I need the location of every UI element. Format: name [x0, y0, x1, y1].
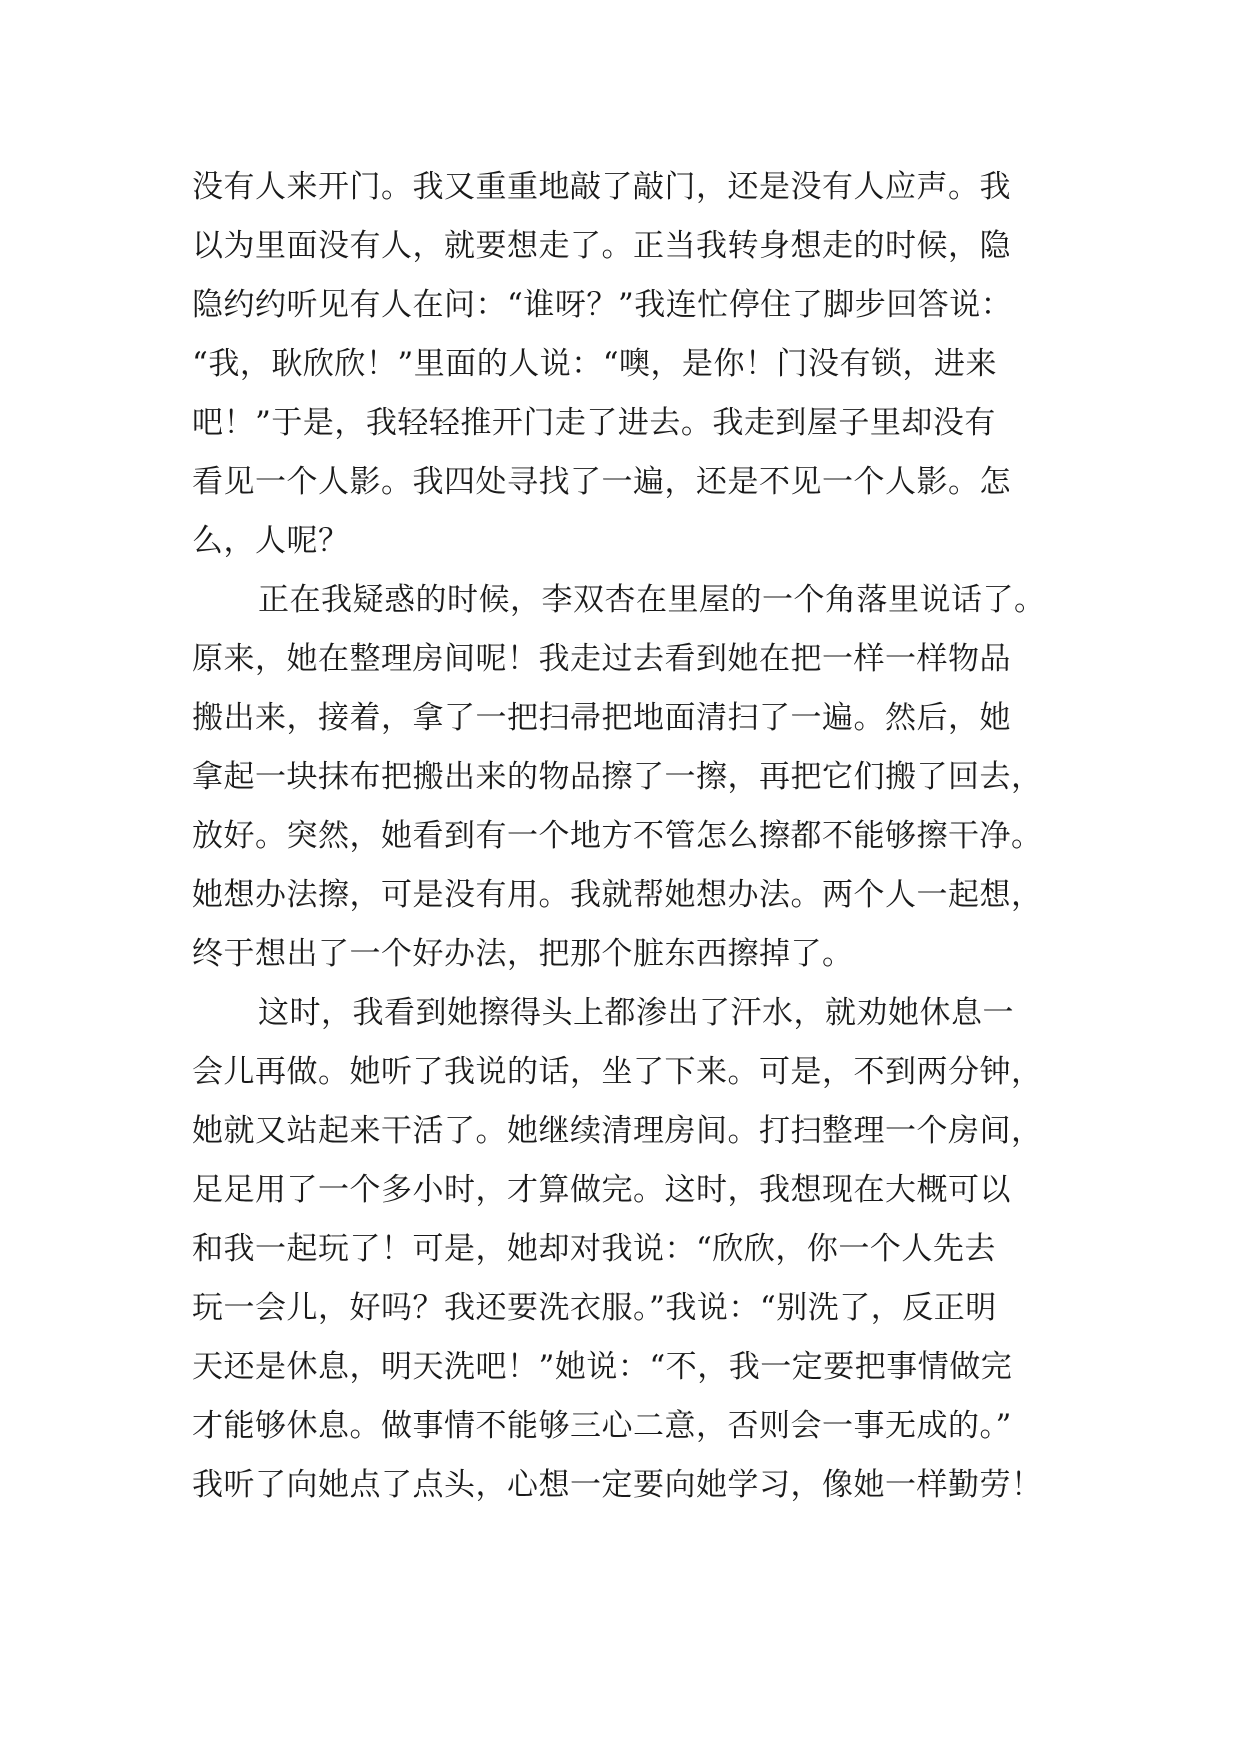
text-line: 拿起一块抹布把搬出来的物品擦了一擦，再把它们搬了回去， — [192, 759, 1043, 795]
text-line: 会儿再做。她听了我说的话，坐了下来。可是，不到两分钟， — [192, 1054, 1043, 1090]
text-line: 玩一会儿，好吗？我还要洗衣服。”我说：“别洗了，反正明 — [192, 1290, 997, 1326]
text-line: 没有人来开门。我又重重地敲了敲门，还是没有人应声。我 — [192, 169, 1011, 205]
text-line: 看见一个人影。我四处寻找了一遍，还是不见一个人影。怎 — [192, 464, 1011, 500]
text-line: 吧！”于是，我轻轻推开门走了进去。我走到屋子里却没有 — [192, 405, 996, 441]
text-line: 足足用了一个多小时，才算做完。这时，我想现在大概可以 — [192, 1172, 1011, 1208]
text-line: 和我一起玩了！可是，她却对我说：“欣欣，你一个人先去 — [192, 1231, 996, 1267]
text-line: 以为里面没有人，就要想走了。正当我转身想走的时候，隐 — [192, 228, 1011, 264]
text-line: 原来，她在整理房间呢！我走过去看到她在把一样一样物品 — [192, 641, 1011, 677]
text-line: 隐约约听见有人在问：“谁呀？”我连忙停住了脚步回答说： — [192, 287, 1013, 323]
text-line: 搬出来，接着，拿了一把扫帚把地面清扫了一遍。然后，她 — [192, 700, 1011, 736]
text-line: 终于想出了一个好办法，把那个脏东西擦掉了。 — [192, 936, 854, 972]
text-line: 才能够休息。做事情不能够三心二意，否则会一事无成的。” — [192, 1408, 1012, 1444]
body-text — [192, 158, 1052, 1515]
text-line: 她就又站起来干活了。她继续清理房间。打扫整理一个房间， — [192, 1113, 1043, 1149]
text-line: 放好。突然，她看到有一个地方不管怎么擦都不能够擦干净。 — [192, 818, 1043, 854]
paragraph-start-line: 这时，我看到她擦得头上都渗出了汗水，就劝她休息一 — [258, 995, 1014, 1031]
text-line: “我，耿欣欣！”里面的人说：“噢，是你！门没有锁，进来 — [192, 346, 998, 382]
paragraph-start-line: 正在我疑惑的时候，李双杏在里屋的一个角落里说话了。 — [258, 582, 1046, 618]
text-line: 天还是休息，明天洗吧！”她说：“不，我一定要把事情做完 — [192, 1349, 1013, 1385]
text-line: 么，人呢？ — [192, 523, 350, 559]
text-line: 我听了向她点了点头，心想一定要向她学习，像她一样勤劳！ — [192, 1467, 1043, 1503]
text-line: 她想办法擦，可是没有用。我就帮她想办法。两个人一起想， — [192, 877, 1043, 913]
